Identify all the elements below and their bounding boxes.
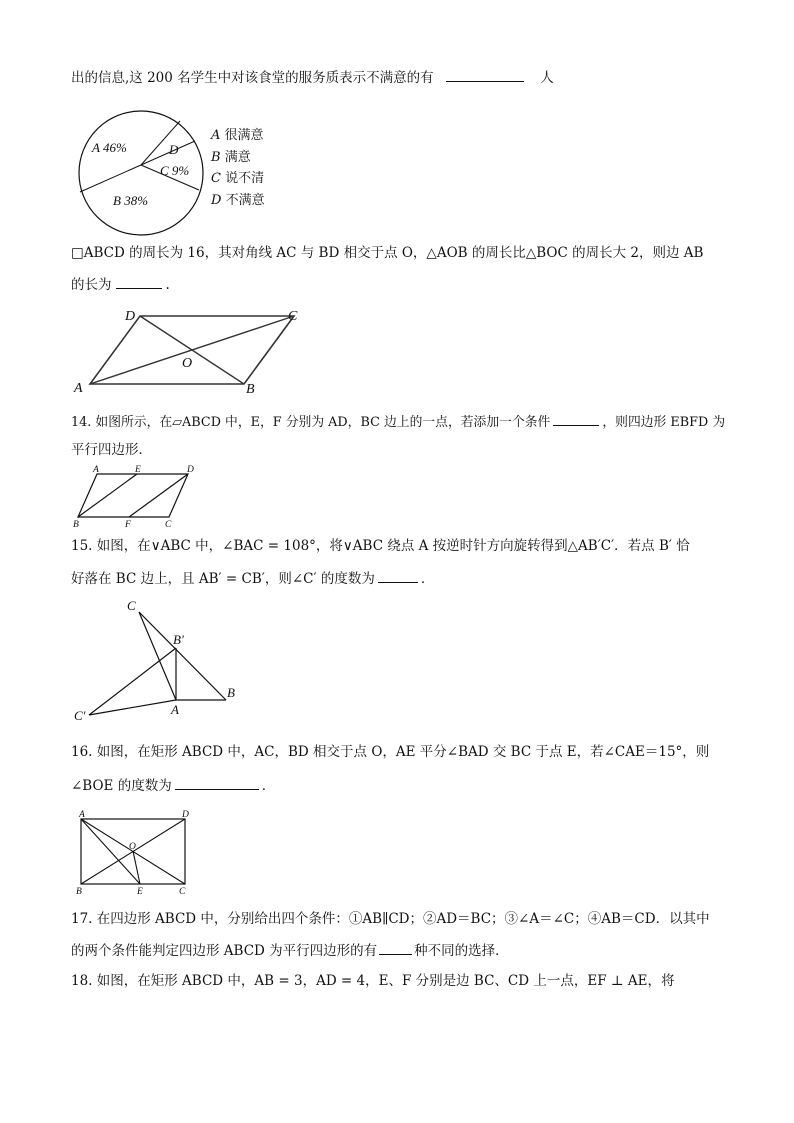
label-a: A (93, 465, 99, 475)
label-c: C (179, 887, 186, 897)
label-c: C (288, 309, 298, 324)
q13-text: □ABCD 的周长为 16，其对角线 AC 与 BD 相交于点 O，△AOB 的周长比△BOC 的周长大 2，则边 AB (71, 245, 704, 261)
q17-line2: 的两个条件能判定四边形 ABCD 为平行四边形的有 种不同的选择． (71, 943, 509, 959)
segment-oe (133, 851, 140, 884)
q16-rectangle-figure (75, 808, 205, 897)
pie-label-c: C 9% (160, 163, 190, 178)
label-b-prime: B′ (173, 632, 184, 647)
q14-answer-blank[interactable] (553, 412, 599, 426)
q16-answer-blank[interactable] (175, 776, 259, 790)
label-o: O (182, 356, 193, 371)
parallelogram-abcd (78, 474, 188, 517)
q13-parallelogram-figure (70, 305, 330, 397)
label-a: A (171, 702, 179, 717)
legend-item-a: A 很满意 (211, 128, 264, 143)
q12-unit: 人 (540, 70, 554, 86)
q16-line2: ∠BOE 的度数为 ． (71, 778, 276, 794)
label-b: B (76, 887, 82, 897)
label-d: D (125, 309, 136, 324)
legend-item-b: B 满意 (211, 149, 251, 165)
q12-tail: 出的信息,这 200 名学生中对该食堂的服务质表示不满意的有 (71, 70, 434, 86)
segment-c1b1 (89, 648, 176, 715)
q15-line2: 好落在 BC 边上，且 AB′ = CB′，则∠C′ 的度数为 ． (71, 571, 435, 587)
q15-line1: 15. 如图，在∨ABC 中，∠BAC = 108°，将∨ABC 绕点 A 按逆时针方向旋转得到△AB′C′．若点 B′ 恰 (71, 538, 690, 554)
label-e: E (137, 887, 143, 897)
q17-answer-blank[interactable] (379, 941, 412, 955)
segment-ca (139, 612, 176, 700)
q15-triangle-figure (72, 598, 252, 728)
segment-cb (139, 612, 226, 700)
q16-line1: 16. 如图，在矩形 ABCD 中，AC，BD 相交于点 O，AE 平分∠BAD 交 BC 于点 E，若∠CAE＝15°，则 (71, 744, 710, 760)
segment-c1a (89, 700, 176, 715)
q18-line1: 18. 如图，在矩形 ABCD 中，AB = 3，AD = 4，E、F 分别是边 BC、CD 上一点，EF ⊥ AE，将 (71, 973, 675, 989)
label-b: B (246, 382, 255, 397)
label-c: C (165, 520, 172, 530)
label-b: B (227, 685, 235, 700)
q17-line1: 17. 在四边形 ABCD 中，分别给出四个条件：①AB∥CD；②AD＝BC；③∠A＝∠C；④AB＝CD．以其中 (71, 911, 710, 927)
legend-item-d: D 不满意 (211, 192, 265, 208)
label-c-prime: C′ (74, 708, 86, 723)
q12-text (71, 68, 554, 87)
label-d: D (187, 465, 194, 475)
q15-answer-blank[interactable] (378, 569, 418, 583)
pie-label-d: D (169, 142, 179, 157)
q13-answer-blank[interactable] (116, 275, 162, 289)
legend-item-c: C 说不清 (211, 171, 265, 186)
label-c: C (127, 598, 136, 613)
pie-label-a: A 46% (92, 140, 127, 155)
q13-line2: 的长为 . (71, 277, 170, 293)
label-o: O (129, 842, 136, 852)
diagonal-bd (140, 316, 244, 384)
q14-line1: 14. 如图所示，在▱ABCD 中，E，F 分别为 AD，BC 边上的一点，若添加一个条件 ，则四边形 EBFD 为 (71, 412, 725, 432)
q12-legend (211, 125, 265, 211)
q13-line1 (71, 244, 703, 262)
q12-answer-blank[interactable] (446, 68, 524, 82)
q14-line2: 平行四边形． (71, 442, 152, 458)
pie-divider-dc (141, 141, 195, 165)
pie-label-b: B 38% (113, 193, 149, 208)
q12-pie-chart (77, 110, 207, 240)
label-e: E (135, 465, 141, 475)
label-a: A (74, 381, 83, 396)
label-f: F (125, 520, 131, 530)
label-d: D (182, 810, 189, 820)
label-b: B (73, 520, 79, 530)
q14-parallelogram-figure (71, 464, 211, 530)
label-a: A (79, 810, 85, 820)
pie-divider-ab (80, 165, 141, 192)
